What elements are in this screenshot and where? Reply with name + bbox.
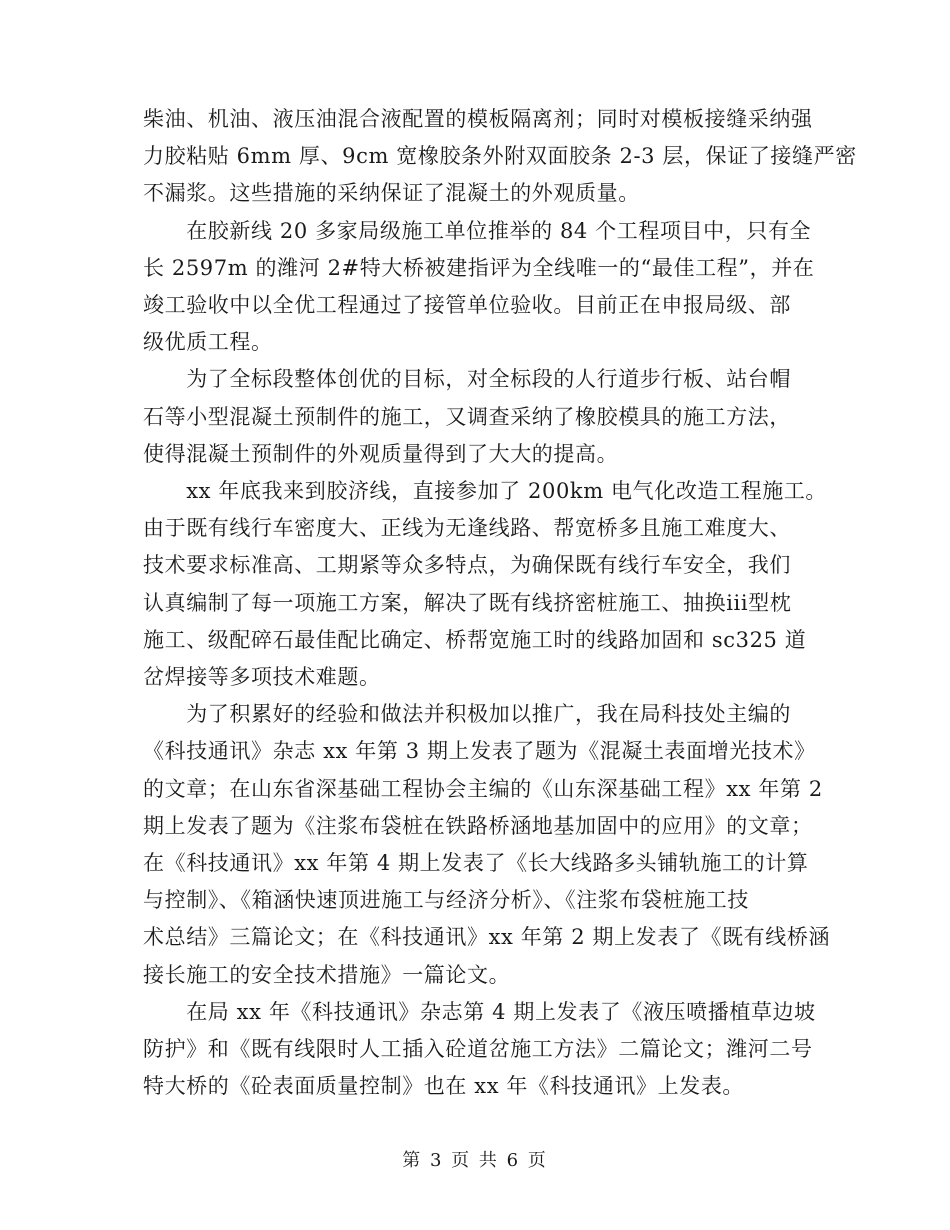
text-line: 为了积累好的经验和做法并积极加以推广，我在局科技处主编的: [143, 702, 791, 727]
text-line: 《科技通讯》杂志 xx 年第 3 期上发表了题为《混凝土表面增光技术》: [143, 739, 816, 764]
paragraph: [143, 696, 831, 994]
text-line: 防护》和《既有线限时人工插入砼道岔施工方法》二篇论文；潍河二号: [143, 1037, 813, 1062]
paragraph: [143, 473, 828, 696]
text-line: 为了全标段整体创优的目标，对全标段的人行道步行板、站台帽: [143, 367, 791, 392]
paragraph: [143, 994, 816, 1106]
text-line: 认真编制了每一项施工方案，解决了既有线挤密桩施工、抽换iii型枕: [143, 590, 792, 615]
text-line: 施工、级配碎石最佳配比确定、桥帮宽施工时的线路加固和 sc325 道: [143, 627, 807, 652]
text-line: 不漏浆。这些措施的采纳保证了混凝土的外观质量。: [143, 181, 640, 206]
text-line: 柴油、机油、液压油混合液配置的模板隔离剂；同时对模板接缝采纳强: [143, 107, 813, 131]
text-line: 在局 xx 年《科技通讯》杂志第 4 期上发表了《液压喷播植草边坡: [143, 999, 816, 1024]
paragraph: [143, 213, 815, 362]
text-line: 竣工验收中以全优工程通过了接管单位验收。目前正在申报局级、部: [143, 293, 791, 318]
text-line: 特大桥的《砼表面质量控制》也在 xx 年《科技通讯》上发表。: [143, 1074, 745, 1099]
text-line: 在《科技通讯》xx 年第 4 期上发表了《长大线路多头铺轨施工的计算: [143, 851, 809, 876]
page-footer: 第 3 页 共 6 页: [402, 1150, 548, 1171]
paragraph: [143, 361, 811, 473]
text-line: 级优质工程。: [143, 330, 273, 355]
text-line: 在胶新线 20 多家局级施工单位推举的 84 个工程项目中，只有全: [143, 218, 812, 243]
document-body: [143, 101, 857, 1105]
text-line: 使得混凝土预制件的外观质量得到了大大的提高。: [143, 441, 619, 466]
text-line: 术总结》三篇论文；在《科技通讯》xx 年第 2 期上发表了《既有线桥涵: [143, 925, 831, 950]
text-line: 由于既有线行车密度大、正线为无逢线路、帮宽桥多且施工难度大、: [143, 516, 791, 541]
text-line: 岔焊接等多项技术难题。: [143, 665, 381, 690]
text-line: 期上发表了题为《注浆布袋桩在铁路桥涵地基加固中的应用》的文章；: [143, 813, 813, 838]
text-line: 的文章；在山东省深基础工程协会主编的《山东深基础工程》xx 年第 2: [143, 776, 823, 801]
text-line: xx 年底我来到胶济线，直接参加了 200km 电气化改造工程施工。: [143, 479, 828, 504]
text-line: 与控制》、《箱涵快速顶进施工与经济分析》、《注浆布袋桩施工技: [143, 888, 749, 913]
text-line: 技术要求标准高、工期紧等众多特点，为确保既有线行车安全，我们: [143, 553, 791, 578]
text-line: 长 2597m 的潍河 2#特大桥被建指评为全线唯一的“最佳工程”，并在: [143, 255, 815, 280]
paragraph: [143, 101, 857, 213]
text-line: 石等小型混凝土预制件的施工，又调查采纳了橡胶模具的施工方法，: [143, 404, 791, 429]
text-line: 力胶粘贴 6mm 厚、9cm 宽橡胶条外附双面胶条 2-3 层，保证了接缝严密: [143, 144, 857, 169]
text-line: 接长施工的安全技术措施》一篇论文。: [143, 962, 511, 987]
